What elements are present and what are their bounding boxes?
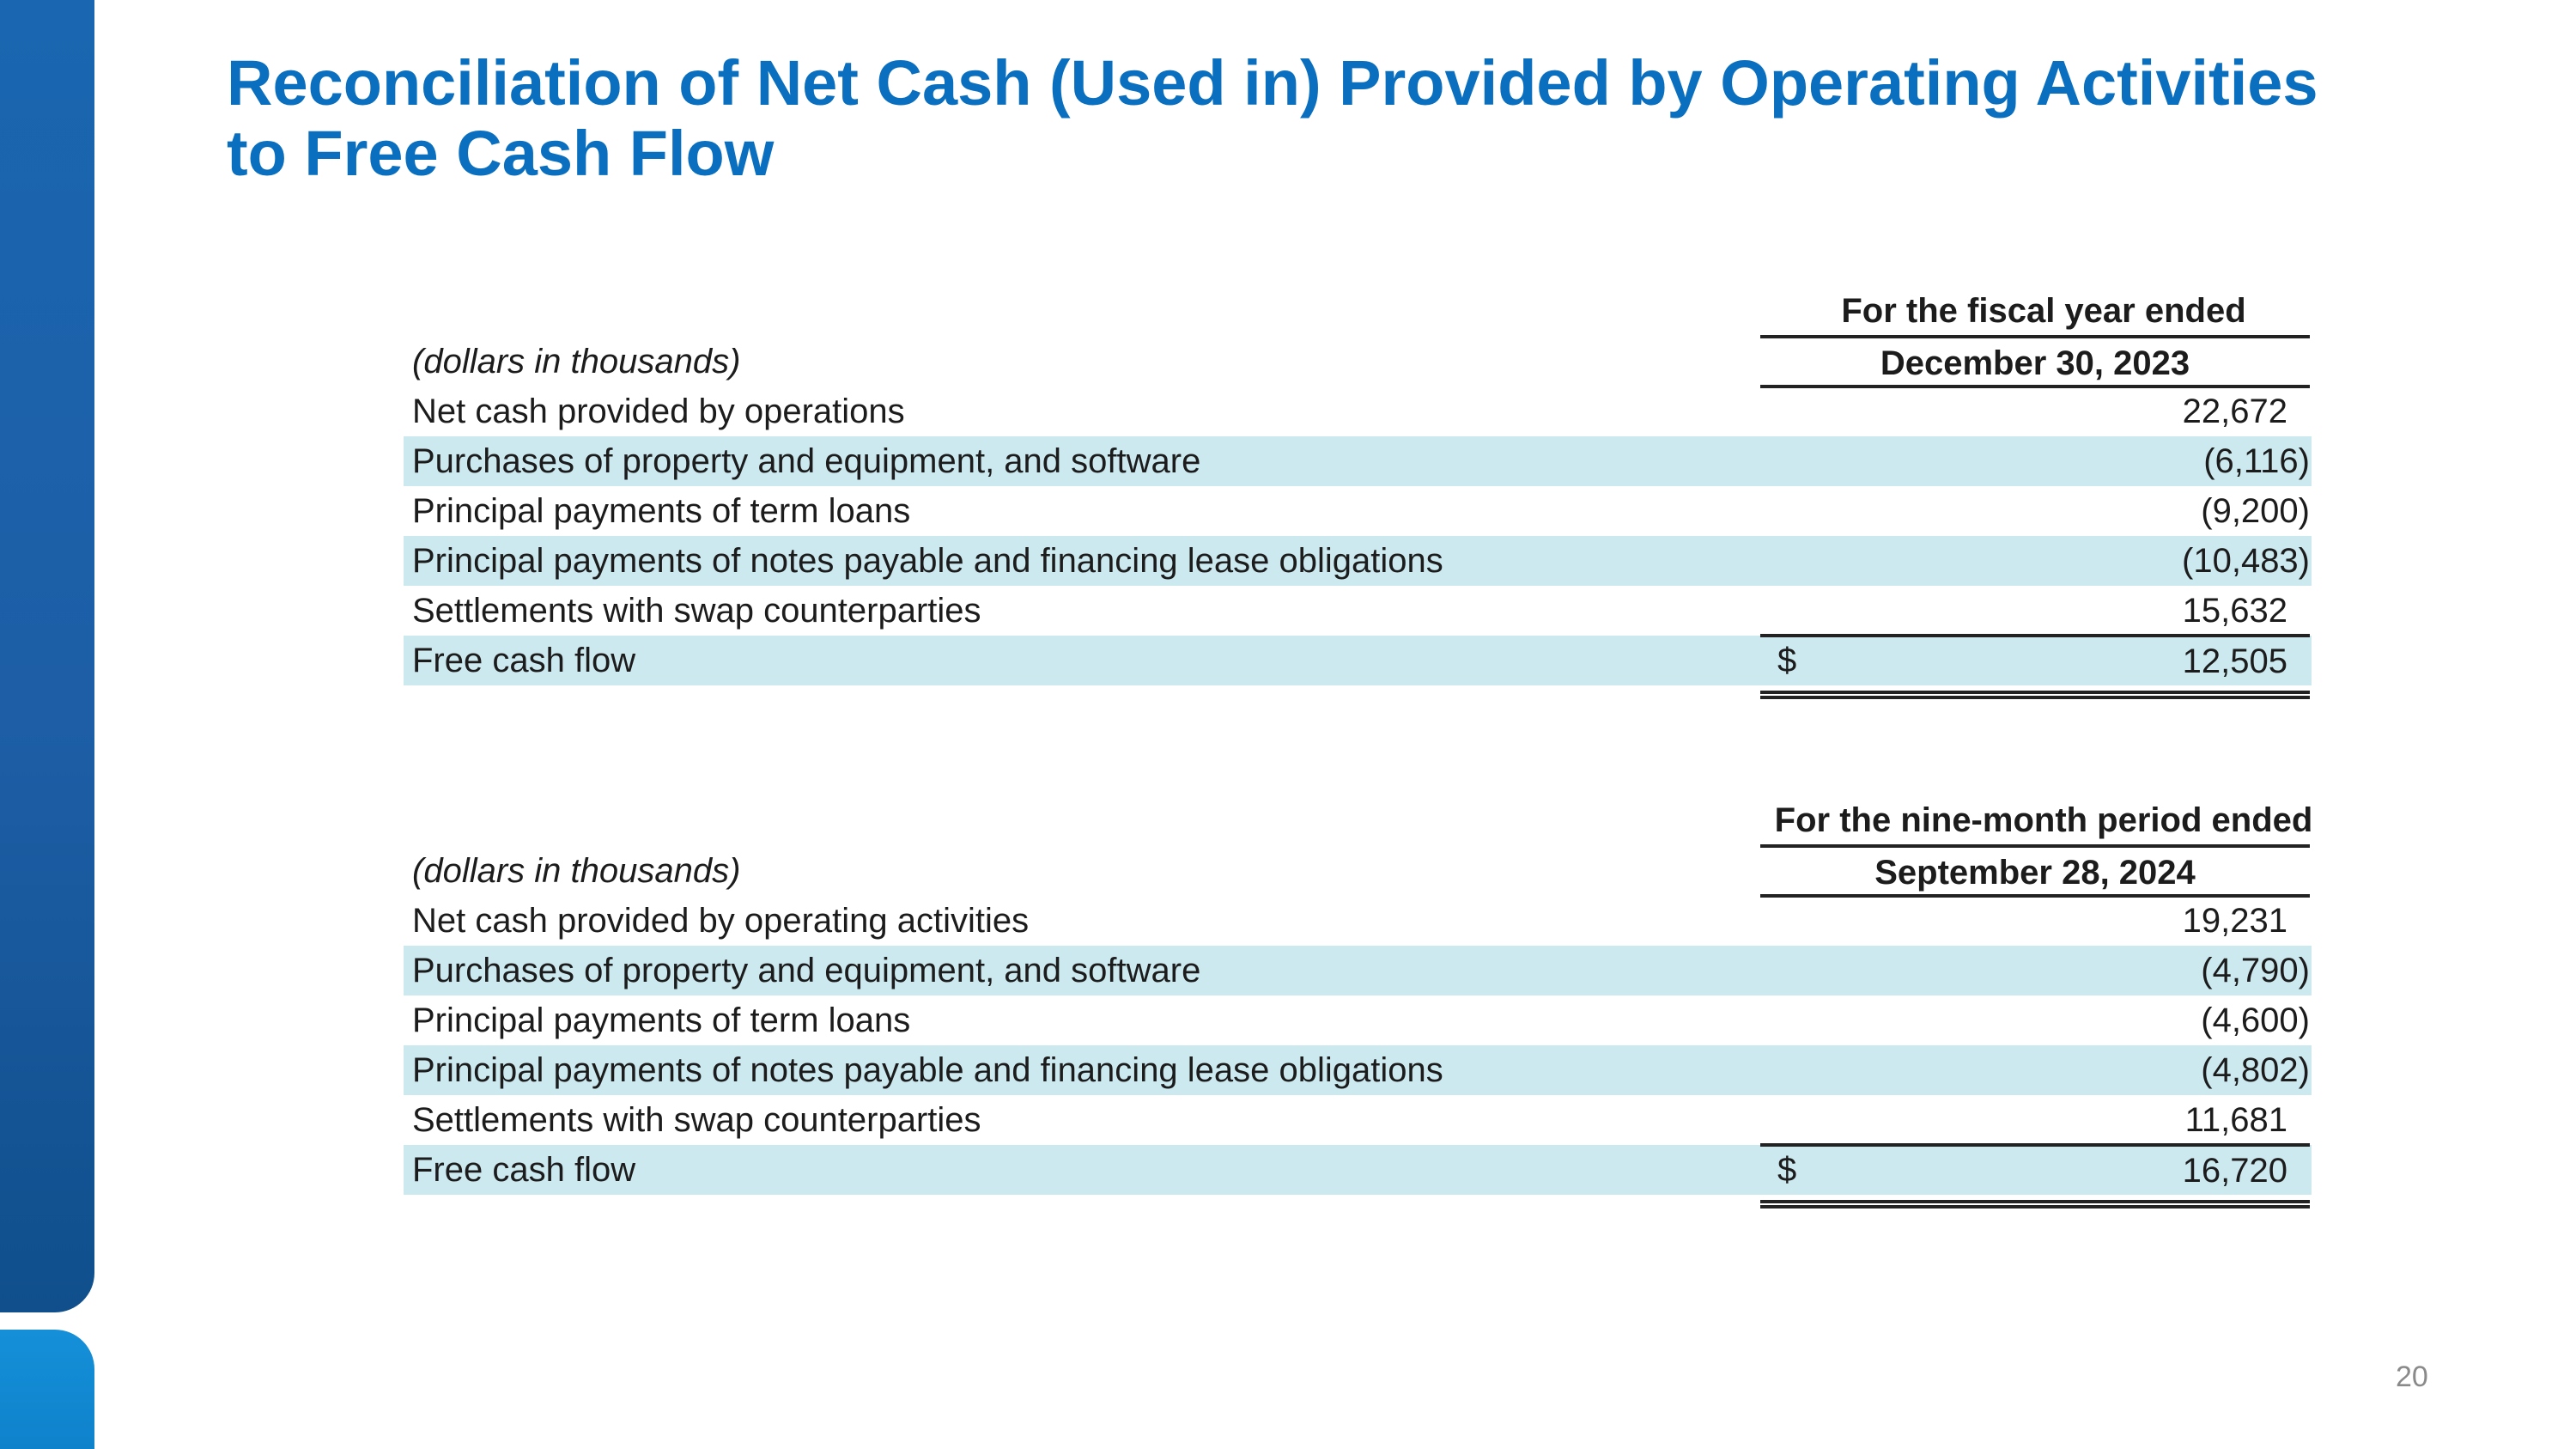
period-date: September 28, 2024: [1760, 844, 2310, 898]
row-label: Purchases of property and equipment, and software: [412, 442, 1201, 480]
row-value: (4,790): [2201, 952, 2310, 989]
row-label: Principal payments of term loans: [412, 1002, 911, 1039]
row-label: Principal payments of notes payable and financing lease obligations: [412, 542, 1443, 580]
table-row: [404, 946, 2312, 995]
row-value: (10,483): [2182, 542, 2310, 580]
table-row: [404, 1045, 2312, 1095]
units-label: (dollars in thousands): [412, 852, 741, 890]
table-row: [404, 486, 2327, 536]
period-heading: For the fiscal year ended: [1841, 292, 2246, 330]
row-label: Purchases of property and equipment, and software: [412, 952, 1201, 989]
total-value: 12,505: [1760, 634, 2310, 682]
row-value: 19,231: [2182, 902, 2287, 940]
row-label: Settlements with swap counterparties: [412, 1101, 981, 1139]
table-row: [404, 387, 2327, 436]
table-row: [404, 896, 2327, 946]
row-label: Net cash provided by operations: [412, 393, 905, 430]
slide-title-line-1: Reconciliation of Net Cash (Used in) Provided by Operating Activities: [227, 47, 2318, 119]
table-row: [404, 436, 2312, 486]
table-row: [404, 586, 2327, 636]
table-row: [404, 995, 2327, 1045]
total-row: [404, 1145, 2312, 1195]
table-row: [404, 1095, 2327, 1145]
currency-symbol: $: [1777, 1151, 1797, 1189]
row-value: (4,600): [2201, 1002, 2310, 1039]
page-number: 20: [2396, 1361, 2428, 1393]
row-label: Net cash provided by operating activities: [412, 902, 1030, 940]
sidebar-decoration: [0, 0, 94, 1312]
units-row: [404, 846, 2327, 896]
total-label: Free cash flow: [412, 1151, 636, 1189]
row-value: 11,681: [2184, 1101, 2287, 1139]
table-header: [404, 287, 2327, 337]
row-value: 15,632: [2182, 592, 2287, 630]
total-label: Free cash flow: [412, 642, 636, 679]
currency-symbol: $: [1777, 642, 1797, 679]
table-header: [404, 796, 2327, 846]
units-row: [404, 337, 2327, 387]
row-value: 22,672: [2182, 393, 2287, 430]
table-row: [404, 536, 2312, 586]
row-value: (4,802): [2201, 1051, 2310, 1089]
nine-month-table: [404, 796, 2327, 1195]
double-underline: [1760, 691, 2310, 699]
period-heading: For the nine-month period ended: [1774, 801, 2313, 839]
double-underline: [1760, 1200, 2310, 1209]
row-value: (6,116): [2203, 442, 2310, 480]
row-value: (9,200): [2201, 492, 2310, 530]
units-label: (dollars in thousands): [412, 343, 741, 381]
slide-title-line-2: to Free Cash Flow: [227, 118, 775, 189]
sidebar-accent-decoration: [0, 1330, 94, 1449]
period-date: December 30, 2023: [1760, 335, 2310, 388]
slide-title: [227, 48, 2528, 189]
row-label: Principal payments of notes payable and financing lease obligations: [412, 1051, 1443, 1089]
total-row: [404, 636, 2312, 685]
row-label: Settlements with swap counterparties: [412, 592, 981, 630]
row-label: Principal payments of term loans: [412, 492, 911, 530]
fiscal-year-table: [404, 287, 2327, 685]
total-value: 16,720: [1760, 1143, 2310, 1191]
